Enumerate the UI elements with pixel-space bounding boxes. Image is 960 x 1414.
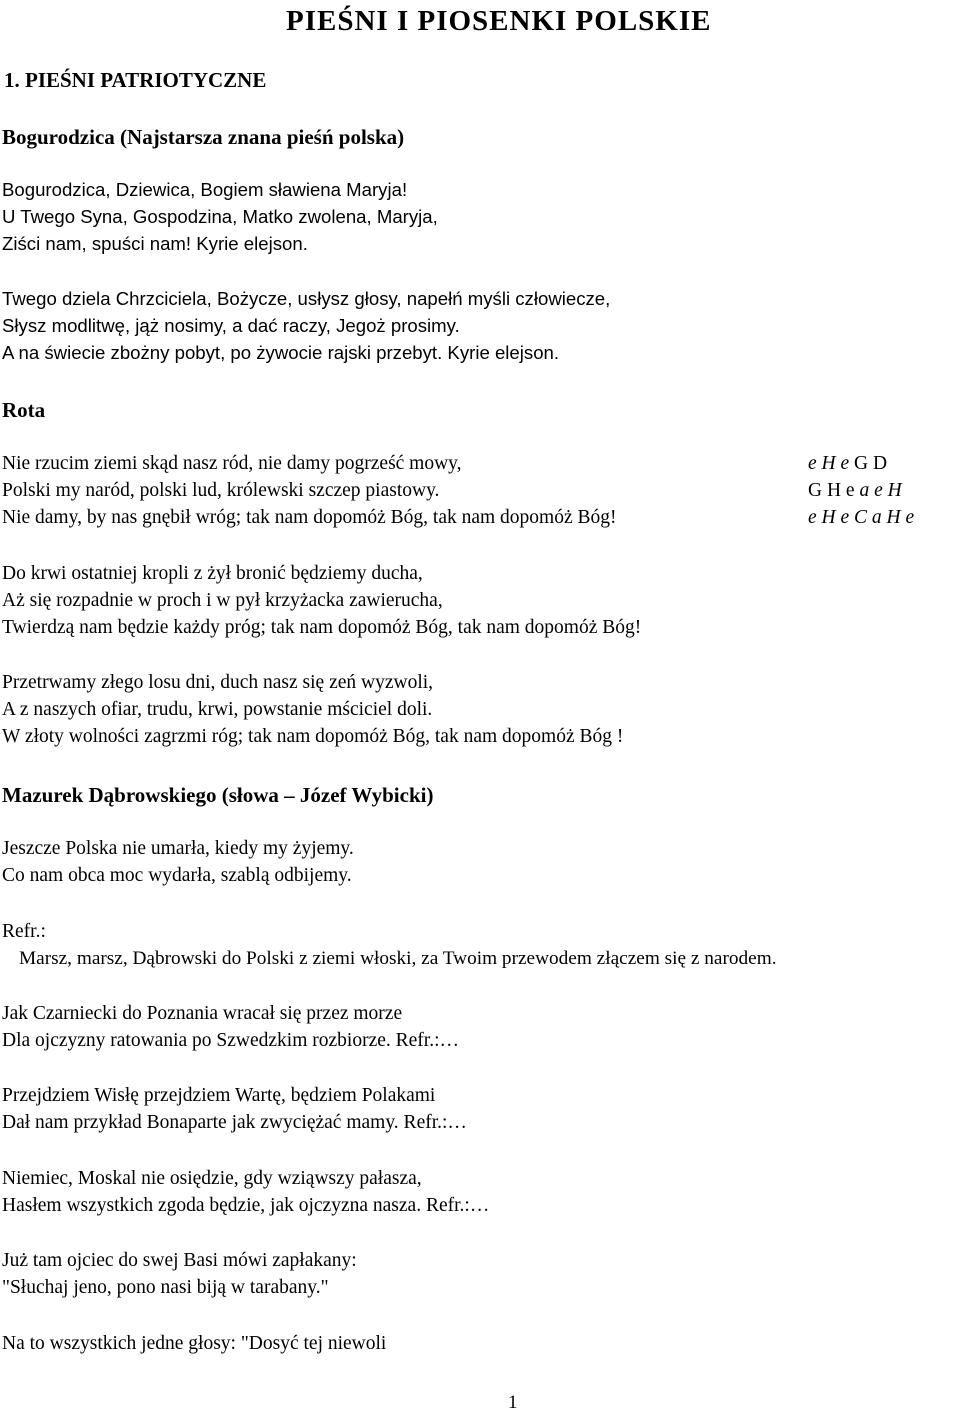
page-title: PIEŚNI I PIOSENKI POLSKIE (286, 5, 712, 37)
song-title-bogurodzica: Bogurodzica (Najstarsza znana pieśń polska) (2, 125, 405, 149)
section-heading: 1. PIEŚNI PATRIOTYCZNE (4, 68, 267, 92)
verse-line: Hasłem wszystkich zgoda będzie, jak ojczyzna nasza. Refr.:… (2, 1195, 490, 1216)
verse-line: Nie rzucim ziemi skąd nasz ród, nie damy pogrześć mowy, (2, 453, 462, 474)
verse-line: Twego dziela Chrzciciela, Bożycze, usłysz głosy, napełń myśli człowiecze, (2, 288, 611, 309)
verse-line: Przetrwamy złego losu dni, duch nasz się zeń wyzwoli, (2, 672, 434, 693)
verse-line: Jeszcze Polska nie umarła, kiedy my żyjemy. (2, 838, 354, 859)
verse-line: Na to wszystkich jedne głosy: "Dosyć tej niewoli (2, 1333, 387, 1354)
chord-line: G H e a e H (808, 480, 902, 501)
verse-line: Polski my naród, polski lud, królewski szczep piastowy. (2, 480, 440, 501)
verse-line: Aż się rozpadnie w proch i w pył krzyżacka zawierucha, (2, 590, 443, 611)
song-title-mazurek: Mazurek Dąbrowskiego (słowa – Józef Wybicki) (2, 783, 434, 807)
verse-line: Dał nam przykład Bonaparte jak zwyciężać mamy. Refr.:… (2, 1112, 467, 1133)
verse-line: "Słuchaj jeno, pono nasi biją w tarabany." (2, 1277, 329, 1298)
verse-line: U Twego Syna, Gospodzina, Matko zwolena, Maryja, (2, 206, 438, 227)
song-title-rota: Rota (2, 398, 46, 422)
verse-line: Jak Czarniecki do Poznania wracał się przez morze (2, 1003, 403, 1024)
verse-line: A na świecie zbożny pobyt, po żywocie rajski przebyt. Kyrie elejson. (2, 342, 560, 363)
verse-line: A z naszych ofiar, trudu, krwi, powstanie mściciel doli. (2, 699, 433, 720)
verse-line: Nie damy, by nas gnębił wróg; tak nam dopomóż Bóg, tak nam dopomóż Bóg! (2, 507, 617, 528)
verse-line: Niemiec, Moskal nie osiędzie, gdy wziąwszy pałasza, (2, 1168, 422, 1189)
verse-line: W złoty wolności zagrzmi róg; tak nam dopomóż Bóg, tak nam dopomóż Bóg ! (2, 726, 624, 747)
verse-line: Dla ojczyzny ratowania po Szwedzkim rozbiorze. Refr.:… (2, 1030, 460, 1051)
verse-line: Już tam ojciec do swej Basi mówi zapłakany: (2, 1250, 357, 1271)
verse-line: Słysz modlitwę, jąż nosimy, a dać raczy, Jegoż prosimy. (2, 315, 460, 336)
verse-line: Przejdziem Wisłę przejdziem Wartę, będziem Polakami (2, 1085, 436, 1106)
verse-line: Bogurodzica, Dziewica, Bogiem sławiena Maryja! (2, 179, 408, 200)
verse-line: Twierdzą nam będzie każdy próg; tak nam dopomóż Bóg, tak nam dopomóż Bóg! (2, 617, 642, 638)
chord-line: e H e C a H e (808, 507, 915, 528)
refrain-label: Refr.: (2, 921, 46, 942)
refrain-text: Marsz, marsz, Dąbrowski do Polski z ziemi włoski, za Twoim przewodem złączem się z narodem. (19, 948, 777, 969)
verse-line: Do krwi ostatniej kropli z żył bronić będziemy ducha, (2, 563, 423, 584)
chord-line: e H e G D (808, 453, 888, 474)
verse-line: Ziści nam, spuści nam! Kyrie elejson. (2, 233, 308, 254)
verse-line: Co nam obca moc wydarła, szablą odbijemy. (2, 865, 352, 886)
page-number: 1 (508, 1392, 518, 1413)
